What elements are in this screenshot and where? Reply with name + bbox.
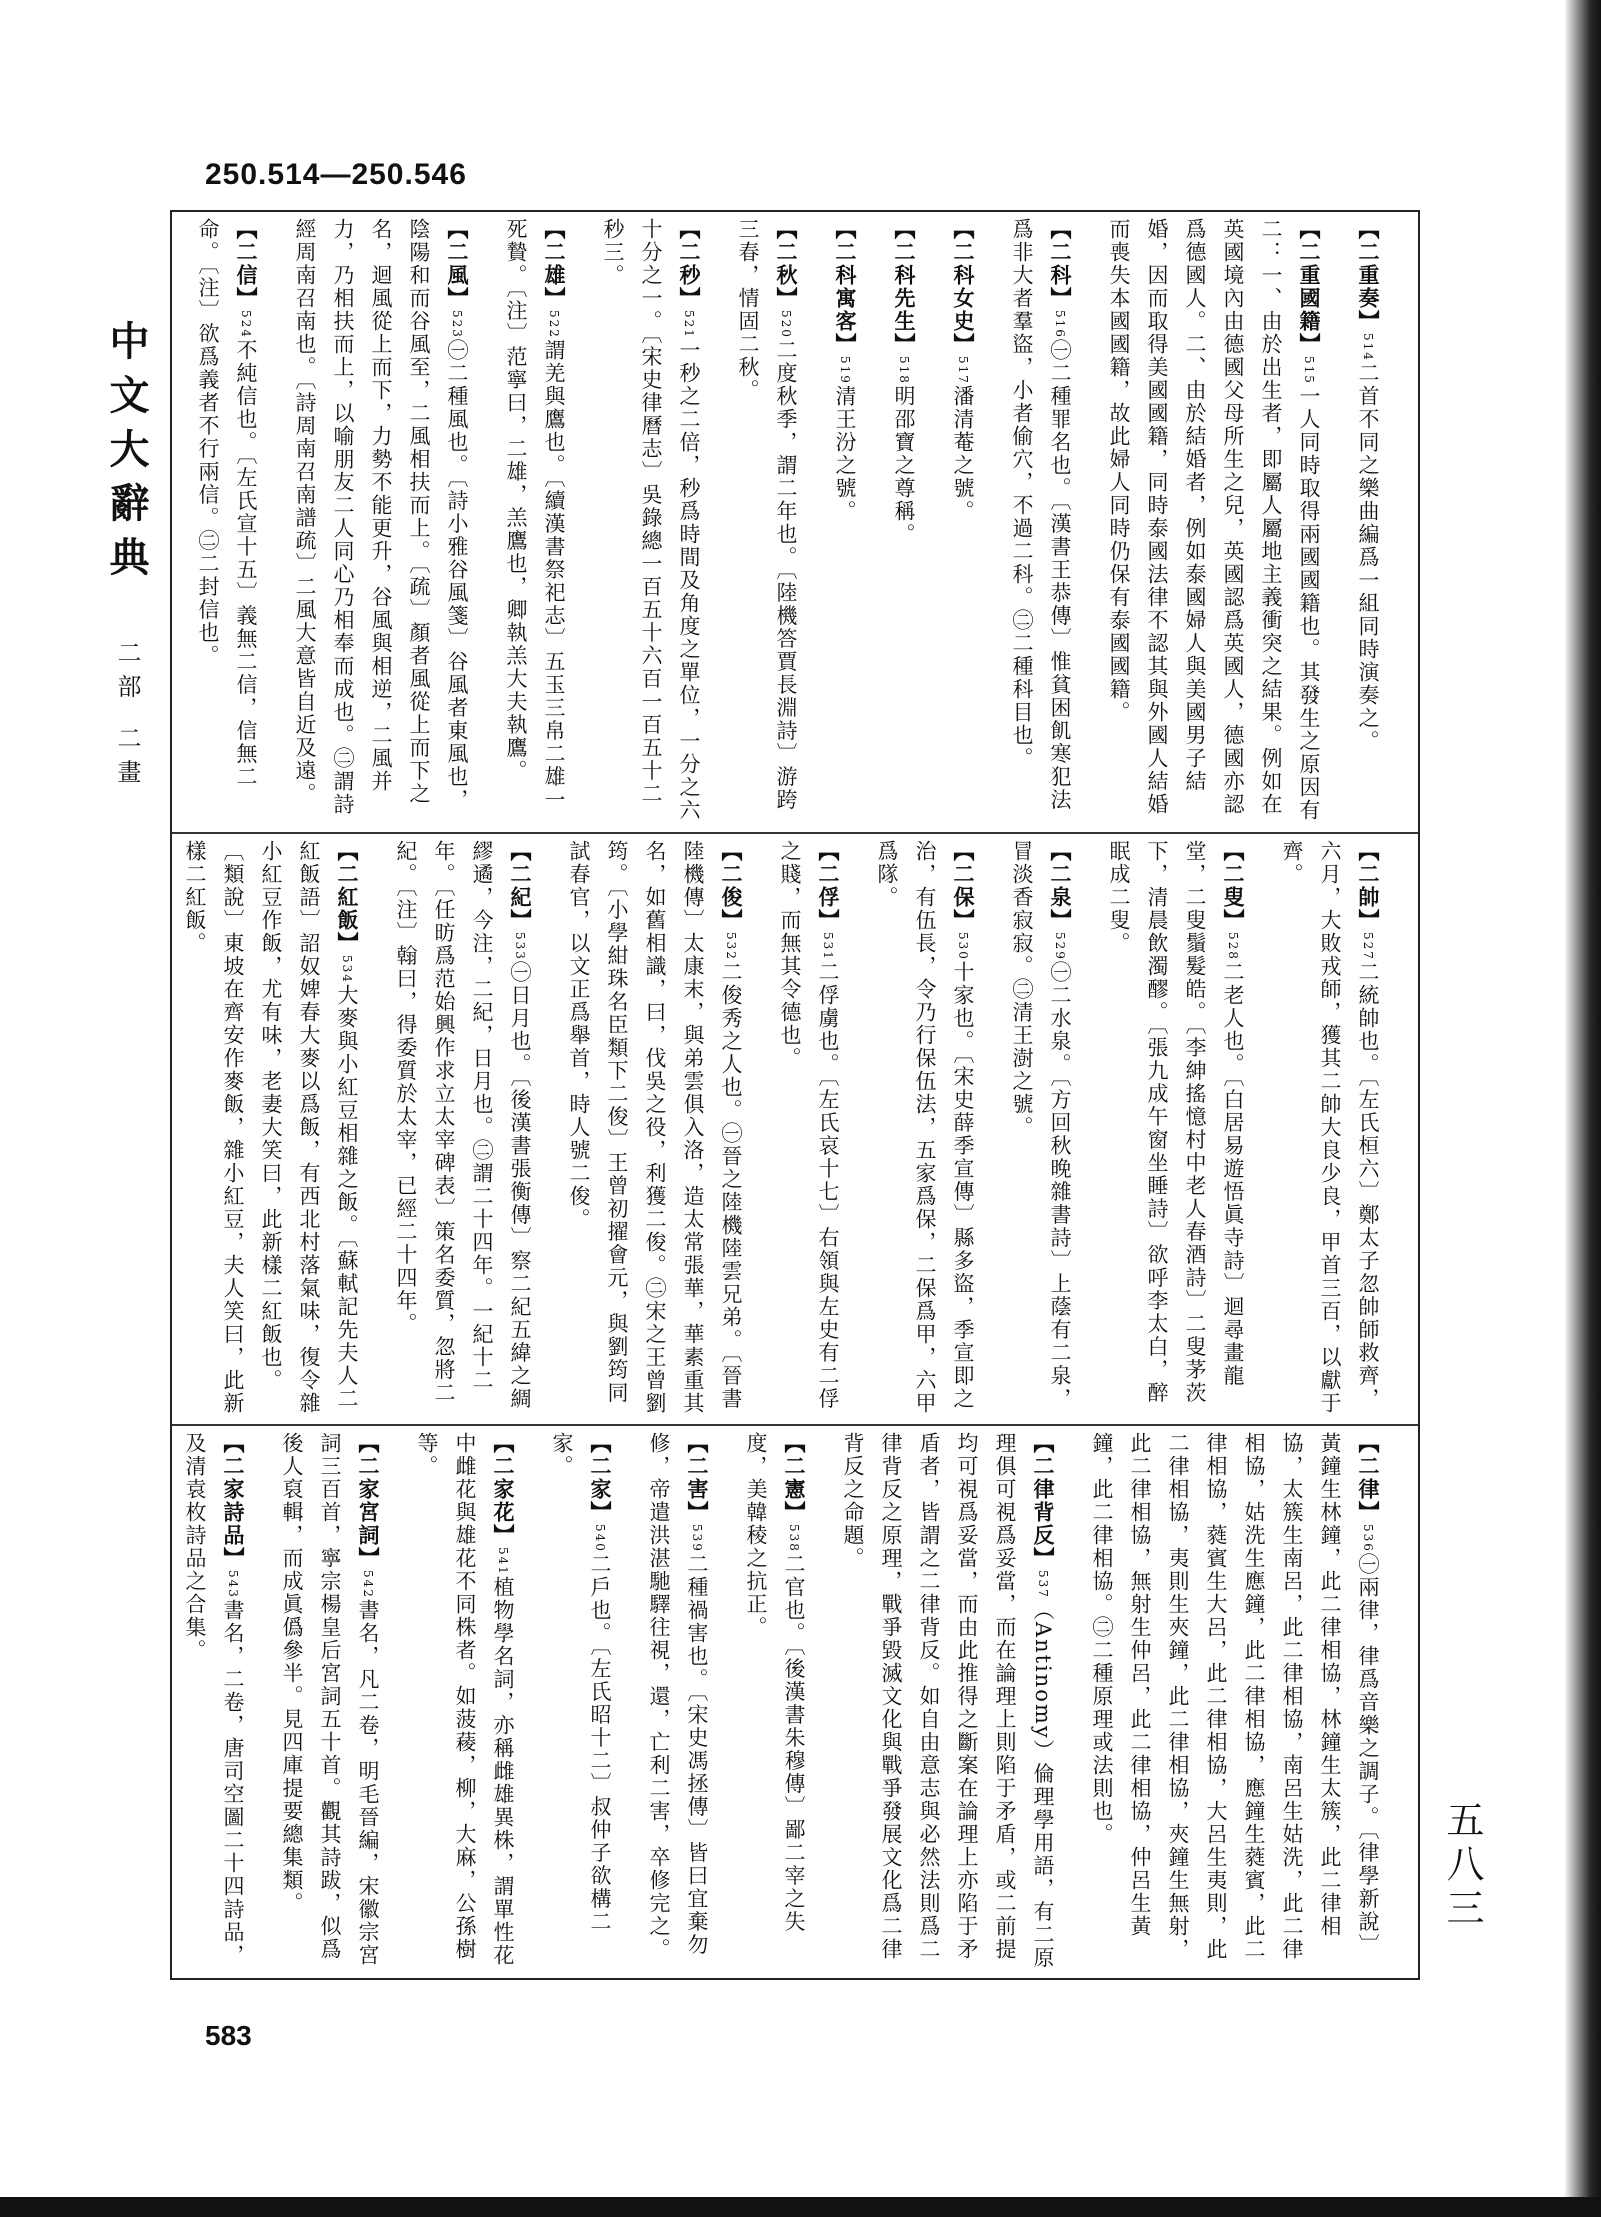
entry-number: 520 — [779, 310, 793, 339]
entry-definition: 大麥與小紅豆相雜之飯。〔蘇軾記先夫人二紅飯語〕詔奴婢春大麥以爲飯，有西北村落氣味，復令雜小紅豆作飯，尤有味，老妻大笑曰，此新樣二紅飯也。〔類說〕東坡在齊安作麥飯，雜小紅豆，夫人笑曰，此新樣二紅飯。 — [183, 840, 359, 1415]
dictionary-entry — [868, 840, 982, 1418]
entry-number: 518 — [897, 356, 911, 385]
entry-headword: 【二家宮詞】 — [356, 1432, 381, 1570]
entry-number: 537 — [1036, 1570, 1050, 1599]
entry-definition: 二俊秀之人也。㊀晉之陸機陸雲兄弟。〔晉書陸機傳〕太康末，與弟雲俱入洛，造太常張華，華素重其名，如舊相識，曰，伐吳之役，利獲二俊。㊁宋之王曾劉筠。〔小學紺珠名臣類下二俊〕王曾初擢會元，與劉筠同試春官，以文正爲舉首，時人號二俊。 — [567, 840, 743, 1415]
page-number: 583 — [205, 2020, 252, 2051]
dictionary-entry — [408, 1432, 522, 1972]
dictionary-entry — [387, 840, 539, 1418]
dictionary-entry — [885, 218, 923, 826]
entry-headword: 【二秋】 — [774, 218, 799, 310]
entry-headword: 【二家詩品】 — [221, 1432, 246, 1570]
entry-number: 542 — [361, 1570, 375, 1599]
dictionary-entry — [1273, 840, 1387, 1418]
tier-middle — [172, 834, 1418, 1424]
dictionary-entry — [737, 1432, 813, 1972]
entry-number: 543 — [226, 1570, 240, 1599]
dictionary-entry — [273, 1432, 387, 1972]
entry-definition: 一秒之二倍，秒爲時間及角度之單位，一分之六十分之一。〔宋史律曆志〕吳錄總一百五十六百一百五十二秒三。 — [601, 218, 701, 822]
dictionary-entry — [286, 218, 476, 826]
entry-definition: ㊀二種風也。〔詩小雅谷風箋〕谷風者東風也，陰陽和而谷風至，二風相扶而上。〔疏〕顏者風從上而下之名，迴風從上而下，力勢不能更升，谷風與相逆，二風并力，乃相扶而上，以喻朋友二人同心乃相奉而成也。㊁謂詩經周南召南也。〔詩周南召南譜疏〕二風大意皆自近及遠。 — [293, 218, 469, 816]
entry-number: 530 — [956, 932, 970, 961]
entry-definition: 書名，凡二卷，明毛晉編，宋徽宗宮詞三百首，寧宗楊皇后宮詞五十首。觀其詩跋，似爲後人裒輯，而成眞僞參半。見四庫提要總集類。 — [280, 1432, 380, 1967]
dictionary-entry — [1100, 840, 1252, 1418]
entry-headword: 【二保】 — [951, 840, 976, 932]
entry-definition: 一人同時取得兩國國籍也。其發生之原因有二：一、由於出生者，即屬人屬地主義衝突之結果。例如在英國境內由德國父母所生之兒，英國認爲英國人，德國亦認爲德國人。二、由於結婚者，例如泰國婦人與美國男子結婚，因而取得美國國籍，同時泰國法律不認其與外國人結婚而喪失本國國籍，故此婦人同時仍保有泰國國籍。 — [1107, 218, 1321, 822]
entry-number: 521 — [682, 310, 696, 339]
dictionary-entry — [771, 840, 847, 1418]
entry-number: 517 — [956, 356, 970, 385]
entry-number: 522 — [547, 310, 561, 339]
entry-definition: 清王汾之號。 — [833, 384, 857, 523]
dictionary-entry — [1349, 218, 1387, 826]
dictionary-entry — [1100, 218, 1328, 826]
entry-definition: 植物學名詞，亦稱雌雄異株，謂單性花中雌花與雄花不同株者。如菠薐，柳，大麻，公孫樹等。 — [415, 1432, 515, 1967]
entry-definition: 二老人也。〔白居易遊悟眞寺詩〕迴尋畫龍堂，二叟鬚髮皓。〔李紳搖憶村中老人春酒詩〕二叟茅茨下，清晨飲濁醪。〔張九成午窗坐睡詩〕欲呼李太白，醉眠成二叟。 — [1107, 840, 1245, 1405]
dictionary-entry — [189, 218, 265, 826]
entry-headword: 【二科】 — [1048, 218, 1073, 310]
entry-number: 519 — [838, 356, 852, 385]
dictionary-entry — [543, 1432, 619, 1972]
entry-number: 538 — [787, 1524, 801, 1553]
entry-headword: 【二科先生】 — [892, 218, 917, 356]
entry-number: 527 — [1361, 932, 1375, 961]
entry-headword: 【二紅飯】 — [335, 840, 360, 955]
entry-range-header: 250.514—250.546 — [205, 158, 467, 191]
entry-headword: 【二科寓客】 — [833, 218, 858, 356]
entry-definition: 不純信也。〔左氏宣十五〕義無二信，信無二命。〔注〕欲爲義者不行兩信。㊁二封信也。 — [196, 218, 258, 789]
entry-number: 514 — [1361, 333, 1375, 362]
entry-number: 515 — [1302, 356, 1316, 385]
entry-number: 539 — [690, 1524, 704, 1553]
entry-number: 529 — [1053, 932, 1067, 961]
entry-definition: ㊀二種罪名也。〔漢書王恭傳〕惟貧困飢寒犯法爲非大者羣盜，小者偷穴，不過二科。㊁二種科目也。 — [1010, 218, 1072, 812]
scan-bottom-edge — [0, 2197, 1601, 2217]
entry-headword: 【二家】 — [588, 1432, 613, 1524]
entry-headword: 【二重國籍】 — [1297, 218, 1322, 356]
dictionary-entry — [176, 840, 366, 1418]
page-number-cjk: 五八三 — [1440, 1800, 1484, 1932]
radical-section-label: 二部 二畫 — [113, 640, 141, 794]
entry-definition: 二統帥也。〔左氏桓六〕鄭太子忽帥師救齊，六月，大敗戎師，獲其二帥大良少良，甲首三百，以獻于齊。 — [1280, 840, 1380, 1415]
dictionary-entry — [1003, 840, 1079, 1418]
entry-headword: 【二風】 — [445, 218, 470, 310]
entry-headword: 【二憲】 — [782, 1432, 807, 1524]
entry-number: 534 — [340, 955, 354, 984]
entry-definition: 二戶也。〔左氏昭十二〕叔仲子欲構二家。 — [550, 1432, 612, 1934]
text-frame — [170, 210, 1420, 1980]
entry-definition: 二種禍害也。〔宋史馮拯傳〕皆曰宜棄勿修，帝遣洪湛馳驛往視，還，亡利二害，卒修完之。 — [647, 1432, 709, 1961]
entry-headword: 【二俘】 — [816, 840, 841, 932]
entry-number: 528 — [1226, 932, 1240, 961]
entry-number: 540 — [593, 1524, 607, 1553]
dictionary-entry — [1003, 218, 1079, 826]
dictionary-entry — [640, 1432, 716, 1972]
dictionary-entry — [560, 840, 750, 1418]
entry-headword: 【二俊】 — [719, 840, 744, 932]
entry-definition: 二度秋季，謂二年也。〔陸機答賈長淵詩〕游跨三春，情固二秋。 — [736, 218, 798, 812]
entry-definition: ㊀日月也。〔後漢書張衡傳〕察二紀五緯之綢繆遹，今注，二紀，日月也。㊁謂二十四年。一紀十二年。〔任昉爲范始興作求立太宰碑表〕策名委質，忽將二紀。〔注〕翰曰，得委質於太宰，已經二十四年。 — [394, 840, 532, 1411]
tier-bottom — [172, 1426, 1418, 1978]
entry-definition: 書名，二卷，唐司空圖二十四詩品，及清袁枚詩品之合集。 — [183, 1432, 245, 1967]
dictionary-entry — [944, 218, 982, 826]
dictionary-entry — [729, 218, 805, 826]
entry-number: 524 — [239, 310, 253, 339]
entry-definition: 明邵寶之尊稱。 — [892, 384, 916, 546]
entry-definition: ㊀二水泉。〔方回秋晚雜書詩〕上蔭有二泉，冒淡香寂寂。㊁清王澍之號。 — [1010, 840, 1072, 1411]
dictionary-entry — [834, 1432, 1062, 1972]
tier-top — [172, 212, 1418, 832]
entry-definition: ㊀兩律，律爲音樂之調子。〔律學新說〕黃鐘生林鐘，此二律相協，林鐘生太簇，此二律相協，太簇生南呂，此二律相協，南呂生姑洗，此二律相協，姑洗生應鐘，此二律相協，應鐘生蕤賓，此二律相協，蕤賓生大呂，此二律相協，大呂生夷則，此二律相協，夷則生夾鐘，此二律相協，夾鐘生無射，此二律相協，無射生仲呂，此二律相協，仲呂生黃鐘，此二律相協。㊁二種原理或法則也。 — [1090, 1432, 1380, 1961]
entry-number: 516 — [1053, 310, 1067, 339]
entry-headword: 【二害】 — [685, 1432, 710, 1524]
dictionary-entry — [497, 218, 573, 826]
dictionary-entry — [1083, 1432, 1387, 1972]
entry-definition: 潘清菴之號。 — [951, 384, 975, 523]
entry-headword: 【二律背反】 — [1031, 1432, 1056, 1570]
entry-headword: 【二律】 — [1356, 1432, 1381, 1524]
entry-number: 523 — [450, 310, 464, 339]
entry-headword: 【二科女史】 — [951, 218, 976, 356]
entry-headword: 【二信】 — [234, 218, 259, 310]
entry-number: 532 — [724, 932, 738, 961]
scan-edge-shadow — [1565, 0, 1601, 2217]
dictionary-title: 中文大辭典 — [103, 320, 150, 590]
entry-definition: 二官也。〔後漢書朱穆傳〕鄙二宰之失度，美韓稜之抗正。 — [744, 1432, 806, 1934]
entry-definition: （Antinomy）倫理學用語，有二原理俱可視爲妥當，而在論理上則陷于矛盾，或二前提均可視爲妥當，而由此推得之斷案在論理上亦陷于矛盾者，皆謂之二律背反。如自由意志與必然法則爲二律背反之原理，戰爭毀滅文化與戰爭發展文化爲二律背反之命題。 — [841, 1432, 1055, 1970]
entry-definition: 謂羌與鷹也。〔續漢書祭祀志〕五玉三帛二雄一死贄。〔注〕范寧曰，二雄，羔鷹也，卿執羔大夫執鷹。 — [504, 218, 566, 812]
entry-headword: 【二重奏】 — [1356, 218, 1381, 333]
entry-definition: 二俘虜也。〔左氏哀十七〕右領與左史有二俘之賤，而無其令德也。 — [778, 840, 840, 1411]
dictionary-entry — [176, 1432, 252, 1972]
entry-headword: 【二秒】 — [677, 218, 702, 310]
entry-headword: 【二帥】 — [1356, 840, 1381, 932]
entry-headword: 【二紀】 — [508, 840, 533, 932]
entry-definition: 十家也。〔宋史薛季宣傳〕縣多盜，季宣即之治，有伍長，令乃行保伍法，五家爲保，二保爲甲，六甲爲隊。 — [875, 840, 975, 1415]
entry-headword: 【二叟】 — [1221, 840, 1246, 932]
entry-number: 531 — [821, 932, 835, 961]
dictionary-entry — [826, 218, 864, 826]
entry-number: 536 — [1361, 1524, 1375, 1553]
entry-headword: 【二雄】 — [542, 218, 567, 310]
entry-number: 541 — [496, 1547, 510, 1576]
entry-headword: 【二家花】 — [491, 1432, 516, 1547]
entry-definition: 二首不同之樂曲編爲一組同時演奏之。 — [1356, 361, 1380, 753]
dictionary-entry — [594, 218, 708, 826]
entry-headword: 【二泉】 — [1048, 840, 1073, 932]
entry-number: 533 — [513, 932, 527, 961]
